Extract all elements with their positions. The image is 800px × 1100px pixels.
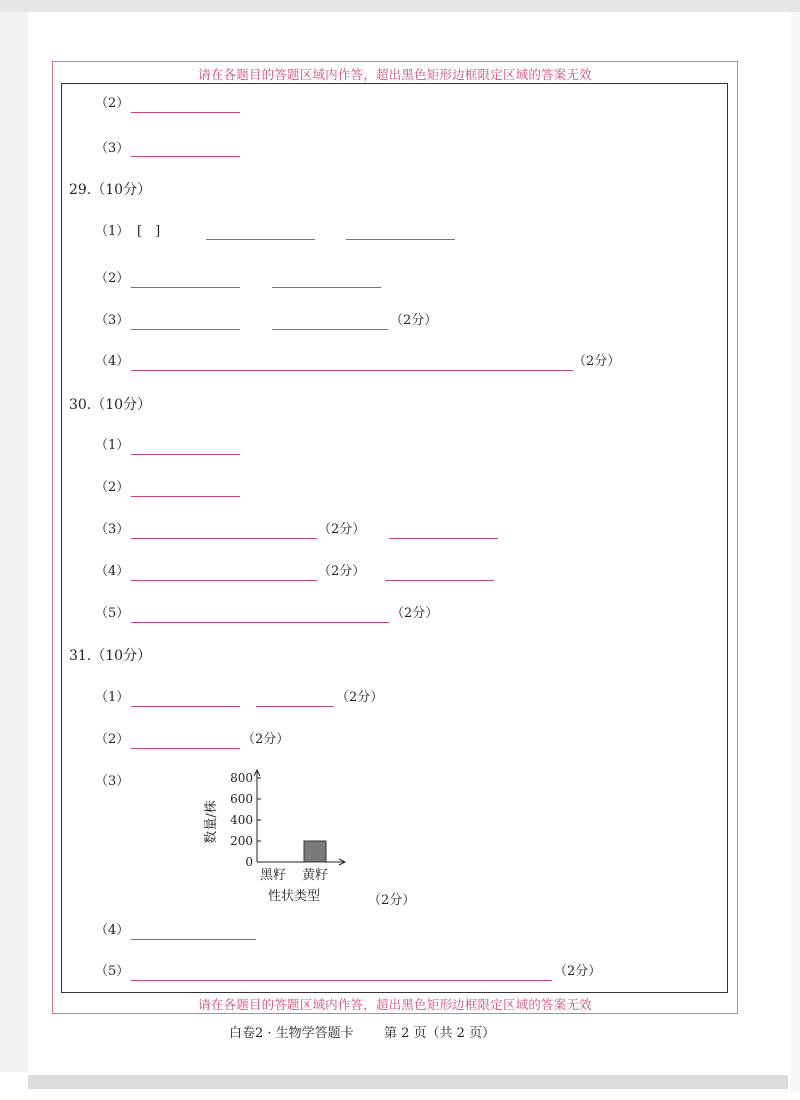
q29-item1-answer-line-b[interactable]	[346, 239, 455, 240]
q31-item4-label: （4）	[95, 923, 130, 938]
y-tick-label: 400	[230, 813, 253, 827]
q30-item4-points: （2分）	[318, 564, 366, 579]
q29-item2-answer-line-b[interactable]	[272, 287, 381, 288]
scan-bottom-edge	[28, 1075, 788, 1089]
q30-item5-label: （5）	[95, 606, 130, 621]
q30-item5-answer-line[interactable]	[131, 622, 389, 623]
y-tick-label: 0	[245, 855, 253, 869]
q29-item1-bracket[interactable]: [ ]	[137, 224, 161, 239]
x-category-label: 黄籽	[301, 868, 329, 883]
y-axis-title: 数量/株	[204, 800, 219, 844]
q29-item1-answer-line-a[interactable]	[206, 239, 315, 240]
q29-item4-label: （4）	[95, 354, 130, 369]
q31-item5-points: （2分）	[554, 964, 602, 979]
q31-item5-label: （5）	[95, 964, 130, 979]
q30-item5-points: （2分）	[391, 606, 439, 621]
seed-trait-bar-chart[interactable]	[195, 762, 360, 907]
scan-left-edge	[0, 12, 28, 1072]
q30-item4-answer-line-b[interactable]	[385, 580, 494, 581]
q31-item2-points: （2分）	[242, 732, 290, 747]
notice-bottom: 请在各题目的答题区域内作答，超出黑色矩形边框限定区域的答案无效	[198, 997, 592, 1012]
q30-item2-label: （2）	[95, 480, 130, 495]
q29-item3-answer-line-b[interactable]	[272, 329, 388, 330]
q31-header: 31.（10分）	[69, 648, 152, 664]
q29-header: 29.（10分）	[69, 182, 152, 198]
q29-item1-label: （1）	[95, 224, 130, 239]
q29-item4-points: （2分）	[573, 354, 621, 369]
q29-item3-answer-line-a[interactable]	[131, 329, 240, 330]
q31-item1-answer-line-b[interactable]	[256, 706, 334, 707]
q29-item4-answer-line[interactable]	[131, 370, 573, 371]
q29-item2-answer-line-a[interactable]	[131, 287, 240, 288]
footer-page-number: 第 2 页（共 2 页）	[384, 1026, 496, 1041]
x-category-label: 黑籽	[259, 868, 287, 883]
q30-item1-label: （1）	[95, 438, 130, 453]
y-tick-label: 200	[230, 834, 253, 848]
q28-item3-answer-line[interactable]	[131, 156, 240, 157]
q31-item3-points: （2分）	[368, 893, 416, 908]
bar-1	[304, 841, 326, 862]
q30-item3-answer-line-b[interactable]	[389, 538, 498, 539]
footer-paper-title: 白卷2 · 生物学答题卡	[229, 1026, 354, 1041]
q30-item4-answer-line-a[interactable]	[131, 580, 317, 581]
scan-right-edge	[790, 12, 800, 1092]
q28-item2-answer-line[interactable]	[131, 112, 240, 113]
q31-item4-answer-line[interactable]	[131, 939, 256, 940]
notice-top: 请在各题目的答题区域内作答，超出黑色矩形边框限定区域的答案无效	[198, 67, 592, 82]
q31-item3-label: （3）	[95, 774, 130, 789]
q30-item3-points: （2分）	[318, 522, 366, 537]
q31-item5-answer-line[interactable]	[131, 980, 552, 981]
x-axis-title: 性状类型	[267, 889, 321, 904]
q29-item3-label: （3）	[95, 313, 130, 328]
q30-item3-label: （3）	[95, 522, 130, 537]
q30-item1-answer-line[interactable]	[131, 454, 240, 455]
q29-item3-points: （2分）	[390, 313, 438, 328]
q28-item2-label: （2）	[95, 96, 130, 111]
q30-item3-answer-line-a[interactable]	[131, 538, 317, 539]
q31-item1-points: （2分）	[336, 690, 384, 705]
q29-item2-label: （2）	[95, 271, 130, 286]
y-tick-label: 800	[230, 771, 253, 785]
scan-top-edge	[0, 0, 800, 12]
q31-item2-label: （2）	[95, 732, 130, 747]
y-tick-label: 600	[230, 792, 253, 806]
q30-item2-answer-line[interactable]	[131, 496, 240, 497]
q31-item2-answer-line[interactable]	[131, 748, 240, 749]
q31-item1-answer-line-a[interactable]	[131, 706, 240, 707]
q31-item1-label: （1）	[95, 690, 130, 705]
q28-item3-label: （3）	[95, 141, 130, 156]
q30-item4-label: （4）	[95, 564, 130, 579]
q30-header: 30.（10分）	[69, 397, 152, 413]
